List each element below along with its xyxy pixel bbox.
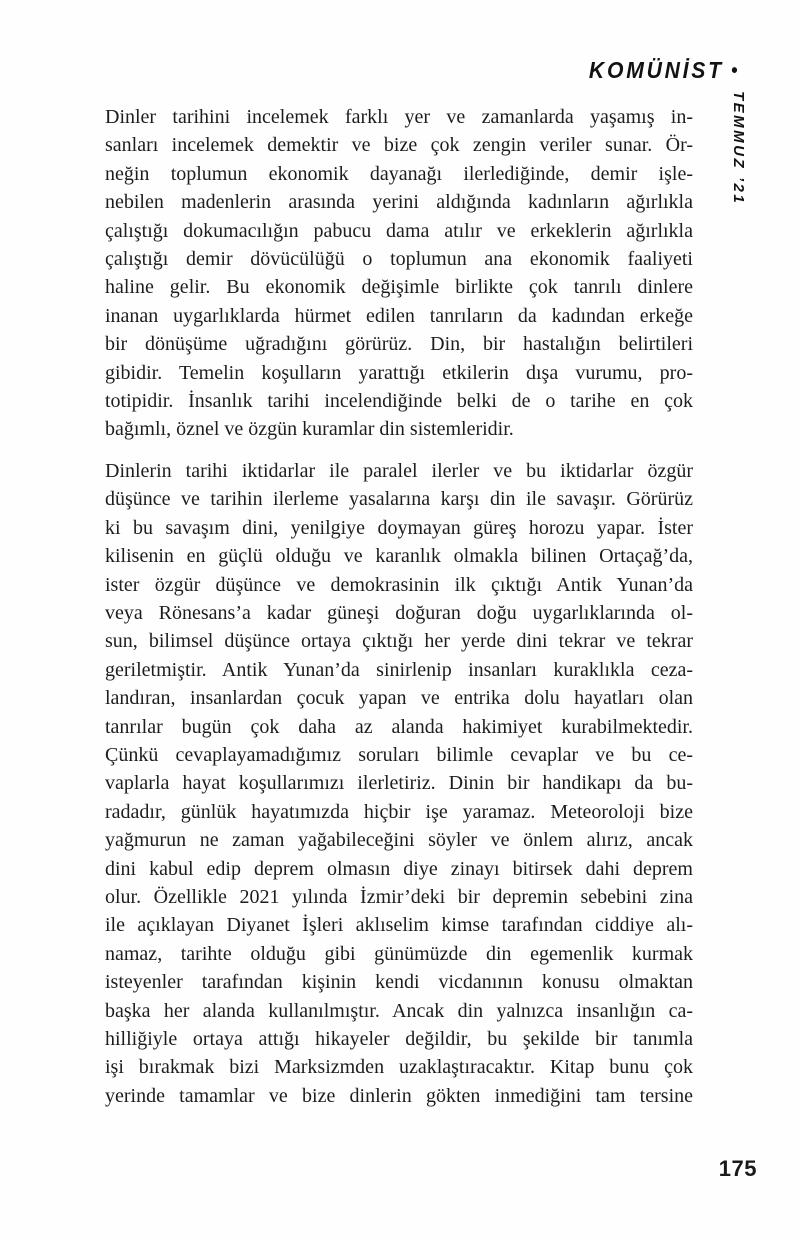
text-line: haline gelir. Bu ekonomik değişimle birlikte çok tanrılı dinlere <box>105 276 693 299</box>
text-line: bir dönüşüme uğradığını görürüz. Din, bir hastalığın belirtileri <box>105 333 693 356</box>
text-line: ile açıklayan Diyanet İşleri aklıselim kimse tarafından ciddiye alı- <box>105 914 693 937</box>
text-line: nebilen madenlerin arasında yerini aldığında kadınların ağırlıkla <box>105 191 693 214</box>
masthead-bullet-icon: • <box>731 60 738 82</box>
text-line: sanları incelemek demektir ve bize çok zengin veriler sunar. Ör- <box>105 134 693 157</box>
text-line: sun, bilimsel düşünce ortaya çıktığı her yerde dini tekrar ve tekrar <box>105 630 693 653</box>
text-line: ister özgür düşünce ve demokrasinin ilk çıktığı Antik Yunan’da <box>105 573 693 596</box>
issue-date-vertical-label: TEMMUZ ’21 <box>730 91 747 206</box>
text-line: Dinlerin tarihi iktidarlar ile paralel ilerler ve bu iktidarlar özgür <box>105 459 693 482</box>
text-line: düşünce ve tarihin ilerleme yasalarına karşı din ile savaşır. Görürüz <box>105 488 693 511</box>
text-line: olur. Özellikle 2021 yılında İzmir’deki bir depremin sebebini zina <box>105 885 693 908</box>
text-line: veya Rönesans’a kadar güneşi doğuran doğu uygarlıklarında ol- <box>105 601 693 624</box>
magazine-title: KOMÜNİST <box>589 57 725 83</box>
text-line: neğin toplumun ekonomik dayanağı ilerlediğinde, demir işle- <box>105 162 693 185</box>
text-line: namaz, tarihte olduğu gibi günümüzde din egemenlik kurmak <box>105 942 693 965</box>
text-line: tanrılar bugün çok daha az alanda hakimiyet kurabilmektedir. <box>105 715 693 738</box>
text-line: kilisenin en güçlü olduğu ve karanlık olmakla bilinen Ortaçağ’da, <box>105 545 693 568</box>
text-line: vaplarla hayat koşullarımızı ilerletiriz. Dinin bir handikapı da bu- <box>105 772 693 795</box>
text-line: bağımlı, öznel ve özgün kuramlar din sistemleridir. <box>105 418 514 441</box>
text-line: geriletmiştir. Antik Yunan’da sinirlenip insanları kuraklıkla ceza- <box>105 658 693 681</box>
text-line: ki bu savaşım dini, yenilgiye doymayan güreş horozu yapar. İster <box>105 516 693 539</box>
page-number: 175 <box>718 1156 757 1181</box>
text-line: gibidir. Temelin koşulların yarattığı etkilerin dışa vurumu, pro- <box>105 361 693 384</box>
text-line: landıran, insanlardan çocuk yapan ve entrika dolu hayatları olan <box>105 687 693 710</box>
paragraph <box>105 457 693 1110</box>
text-line: totipidir. İnsanlık tarihi incelendiğinde belki de o tarihe en çok <box>105 390 693 413</box>
text-line: inanan uygarlıklarda hürmet edilen tanrıların da kadından erkeğe <box>105 304 693 327</box>
text-line: başka her alanda kullanılmıştır. Ancak din yalnızca insanlığın ca- <box>105 999 693 1022</box>
text-line: çalıştığı dokumacılığın pabucu dama atılır ve erkeklerin ağırlıkla <box>105 219 693 242</box>
text-line: isteyenler tarafından kişinin kendi vicdanının konusu olmaktan <box>105 971 693 994</box>
text-line: çalıştığı demir dövücülüğü o toplumun ana ekonomik faaliyeti <box>105 248 693 271</box>
paragraph <box>105 103 693 444</box>
text-line: hilliğiyle ortaya attığı hikayeler değildir, bu şekilde bir tanımla <box>105 1028 693 1050</box>
text-line: yerinde tamamlar ve bize dinlerin gökten inmediğini tam tersine <box>105 1084 693 1107</box>
text-line: Dinler tarihini incelemek farklı yer ve zamanlarda yaşamış in- <box>105 106 693 128</box>
text-line: yağmurun ne zaman yağabileceğini söyler ve önlem alırız, ancak <box>105 829 693 852</box>
body-text <box>105 103 693 1110</box>
text-line: Çünkü cevaplayamadığımız soruları bilimle cevaplar ve bu ce- <box>105 743 693 766</box>
text-line: işi bırakmak bizi Marksizmden uzaklaştıracaktır. Kitap bunu çok <box>105 1056 693 1079</box>
magazine-masthead <box>589 57 738 84</box>
text-line: radadır, günlük hayatımızda hiçbir işe yaramaz. Meteoroloji bize <box>105 800 693 823</box>
text-line: dini kabul edip deprem olmasın diye zinayı bitirsek dahi deprem <box>105 857 693 880</box>
